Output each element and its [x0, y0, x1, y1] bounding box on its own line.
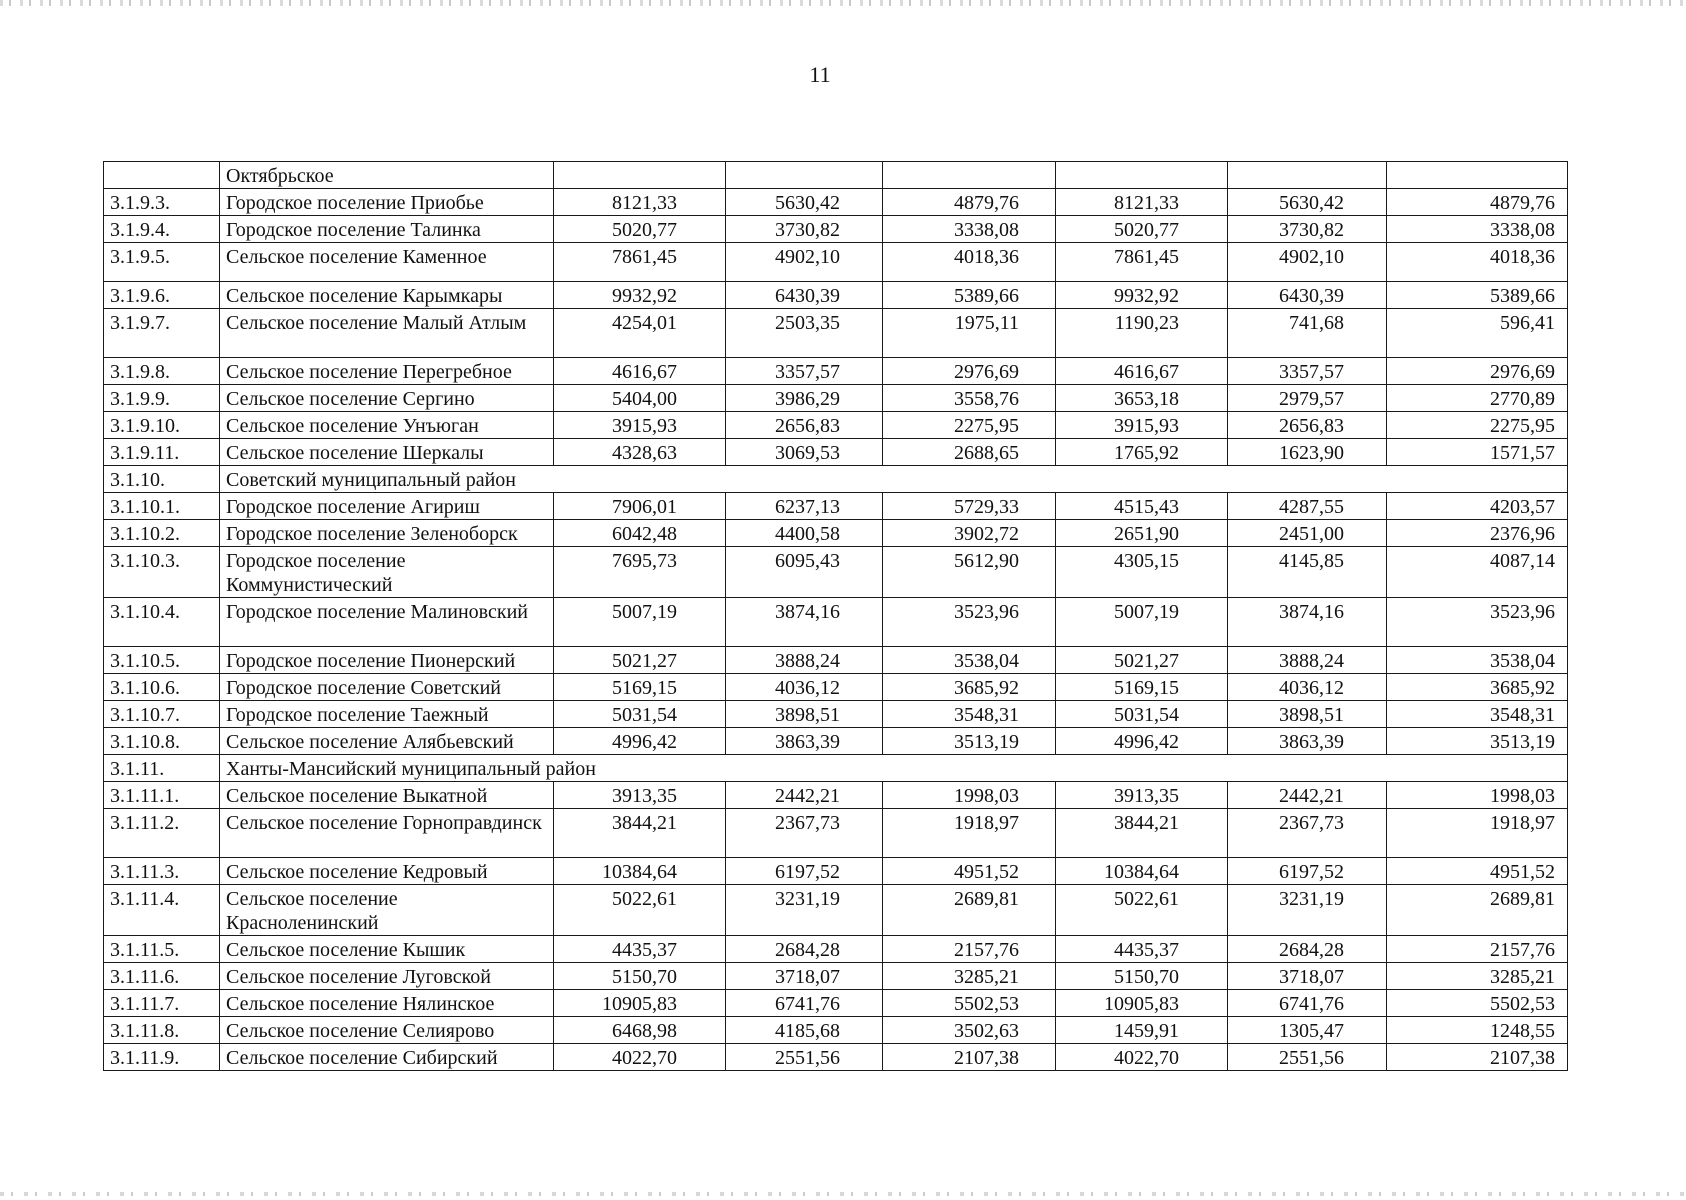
table-row — [104, 728, 1568, 755]
settlement-name: Городское поселение Малиновский — [220, 598, 554, 647]
settlement-name: Октябрьское — [220, 162, 554, 189]
value-cell-4: 5150,70 — [1056, 963, 1228, 990]
row-code: 3.1.10.4. — [104, 598, 220, 647]
value-cell-5: 1623,90 — [1228, 439, 1387, 466]
value-cell-5: 3874,16 — [1228, 598, 1387, 647]
table-row — [104, 885, 1568, 936]
value-cell-1: 4435,37 — [554, 936, 726, 963]
value-cell-3: 2107,38 — [883, 1044, 1056, 1071]
table-row — [104, 520, 1568, 547]
value-cell-1: 5150,70 — [554, 963, 726, 990]
settlement-name: Городское поселение Зеленоборск — [220, 520, 554, 547]
settlement-name: Городское поселение Агириш — [220, 493, 554, 520]
table-row — [104, 701, 1568, 728]
value-cell-6: 1571,57 — [1387, 439, 1568, 466]
value-cell-5 — [1228, 162, 1387, 189]
value-cell-5: 5630,42 — [1228, 189, 1387, 216]
value-cell-6: 4018,36 — [1387, 243, 1568, 282]
value-cell-2: 2551,56 — [726, 1044, 883, 1071]
table-row — [104, 1017, 1568, 1044]
table-row — [104, 243, 1568, 282]
value-cell-6: 1918,97 — [1387, 809, 1568, 858]
value-cell-6 — [1387, 162, 1568, 189]
value-cell-2: 4902,10 — [726, 243, 883, 282]
value-cell-4: 3653,18 — [1056, 385, 1228, 412]
value-cell-2: 4400,58 — [726, 520, 883, 547]
value-cell-6: 596,41 — [1387, 309, 1568, 358]
value-cell-2: 6197,52 — [726, 858, 883, 885]
value-cell-5: 2979,57 — [1228, 385, 1387, 412]
table-row — [104, 162, 1568, 189]
table-row — [104, 412, 1568, 439]
tariff-table — [103, 161, 1568, 1071]
value-cell-5: 3898,51 — [1228, 701, 1387, 728]
value-cell-3: 2976,69 — [883, 358, 1056, 385]
value-cell-5: 3888,24 — [1228, 647, 1387, 674]
value-cell-6: 3548,31 — [1387, 701, 1568, 728]
value-cell-6: 3513,19 — [1387, 728, 1568, 755]
table-row — [104, 309, 1568, 358]
value-cell-5: 3863,39 — [1228, 728, 1387, 755]
value-cell-5: 741,68 — [1228, 309, 1387, 358]
row-code: 3.1.9.11. — [104, 439, 220, 466]
settlement-name: Сельское поселение Перегребное — [220, 358, 554, 385]
table-row — [104, 282, 1568, 309]
value-cell-5: 2684,28 — [1228, 936, 1387, 963]
value-cell-5: 4287,55 — [1228, 493, 1387, 520]
settlement-name: Сельское поселение Малый Атлым — [220, 309, 554, 358]
value-cell-2: 2656,83 — [726, 412, 883, 439]
value-cell-1: 4022,70 — [554, 1044, 726, 1071]
value-cell-4: 4435,37 — [1056, 936, 1228, 963]
value-cell-5: 4902,10 — [1228, 243, 1387, 282]
value-cell-3: 5502,53 — [883, 990, 1056, 1017]
settlement-name: Городское поселение Пионерский — [220, 647, 554, 674]
row-code: 3.1.9.9. — [104, 385, 220, 412]
value-cell-3: 3548,31 — [883, 701, 1056, 728]
value-cell-1: 8121,33 — [554, 189, 726, 216]
value-cell-3: 2688,65 — [883, 439, 1056, 466]
value-cell-1: 5021,27 — [554, 647, 726, 674]
value-cell-5: 2367,73 — [1228, 809, 1387, 858]
value-cell-1: 5007,19 — [554, 598, 726, 647]
row-code: 3.1.11.8. — [104, 1017, 220, 1044]
row-code: 3.1.10.2. — [104, 520, 220, 547]
value-cell-4: 4515,43 — [1056, 493, 1228, 520]
value-cell-1: 3913,35 — [554, 782, 726, 809]
value-cell-4: 10384,64 — [1056, 858, 1228, 885]
value-cell-2: 4185,68 — [726, 1017, 883, 1044]
settlement-name: Сельское поселение Выкатной — [220, 782, 554, 809]
value-cell-1: 7906,01 — [554, 493, 726, 520]
table-row — [104, 598, 1568, 647]
row-code: 3.1.10.7. — [104, 701, 220, 728]
value-cell-5: 2442,21 — [1228, 782, 1387, 809]
value-cell-6: 3523,96 — [1387, 598, 1568, 647]
value-cell-5: 3231,19 — [1228, 885, 1387, 936]
value-cell-4: 1190,23 — [1056, 309, 1228, 358]
value-cell-2: 3863,39 — [726, 728, 883, 755]
value-cell-1: 5031,54 — [554, 701, 726, 728]
settlement-name: Городское поселение Талинка — [220, 216, 554, 243]
table-body — [104, 162, 1568, 1071]
settlement-name: Городское поселение Приобье — [220, 189, 554, 216]
value-cell-1 — [554, 162, 726, 189]
value-cell-5: 2451,00 — [1228, 520, 1387, 547]
value-cell-2: 2367,73 — [726, 809, 883, 858]
value-cell-2: 3357,57 — [726, 358, 883, 385]
row-code: 3.1.11.3. — [104, 858, 220, 885]
value-cell-1: 9932,92 — [554, 282, 726, 309]
row-code: 3.1.11.4. — [104, 885, 220, 936]
value-cell-4 — [1056, 162, 1228, 189]
value-cell-4: 5020,77 — [1056, 216, 1228, 243]
row-code: 3.1.9.10. — [104, 412, 220, 439]
value-cell-4: 8121,33 — [1056, 189, 1228, 216]
value-cell-2: 3888,24 — [726, 647, 883, 674]
value-cell-6: 3538,04 — [1387, 647, 1568, 674]
value-cell-6: 4951,52 — [1387, 858, 1568, 885]
row-code: 3.1.10.8. — [104, 728, 220, 755]
value-cell-1: 10905,83 — [554, 990, 726, 1017]
row-code — [104, 162, 220, 189]
settlement-name: Сельское поселение Сибирский — [220, 1044, 554, 1071]
row-code: 3.1.11.9. — [104, 1044, 220, 1071]
settlement-name: Сельское поселение Кышик — [220, 936, 554, 963]
value-cell-4: 2651,90 — [1056, 520, 1228, 547]
row-code: 3.1.11.7. — [104, 990, 220, 1017]
settlement-name: Сельское поселение Алябьевский — [220, 728, 554, 755]
row-code: 3.1.9.4. — [104, 216, 220, 243]
value-cell-3: 3523,96 — [883, 598, 1056, 647]
section-title: Советский муниципальный район — [220, 466, 1568, 493]
value-cell-2: 3898,51 — [726, 701, 883, 728]
value-cell-3: 1975,11 — [883, 309, 1056, 358]
value-cell-1: 4996,42 — [554, 728, 726, 755]
value-cell-1: 7695,73 — [554, 547, 726, 598]
settlement-name: Сельское поселение Сергино — [220, 385, 554, 412]
value-cell-3: 3338,08 — [883, 216, 1056, 243]
value-cell-3: 3285,21 — [883, 963, 1056, 990]
settlement-name: Сельское поселение Красноленинский — [220, 885, 554, 936]
row-code: 3.1.11.5. — [104, 936, 220, 963]
value-cell-1: 5020,77 — [554, 216, 726, 243]
section-title: Ханты-Мансийский муниципальный район — [220, 755, 1568, 782]
value-cell-3: 5729,33 — [883, 493, 1056, 520]
value-cell-6: 5502,53 — [1387, 990, 1568, 1017]
settlement-name: Сельское поселение Луговской — [220, 963, 554, 990]
value-cell-6: 1248,55 — [1387, 1017, 1568, 1044]
value-cell-6: 3338,08 — [1387, 216, 1568, 243]
value-cell-2: 3718,07 — [726, 963, 883, 990]
settlement-name: Сельское поселение Кедровый — [220, 858, 554, 885]
value-cell-5: 1305,47 — [1228, 1017, 1387, 1044]
row-code: 3.1.10.1. — [104, 493, 220, 520]
value-cell-4: 4305,15 — [1056, 547, 1228, 598]
value-cell-6: 2275,95 — [1387, 412, 1568, 439]
value-cell-4: 3915,93 — [1056, 412, 1228, 439]
value-cell-4: 4996,42 — [1056, 728, 1228, 755]
value-cell-4: 5021,27 — [1056, 647, 1228, 674]
value-cell-4: 3913,35 — [1056, 782, 1228, 809]
value-cell-5: 6741,76 — [1228, 990, 1387, 1017]
table-row — [104, 809, 1568, 858]
value-cell-6: 5389,66 — [1387, 282, 1568, 309]
value-cell-4: 7861,45 — [1056, 243, 1228, 282]
settlement-name: Городское поселение Коммунистический — [220, 547, 554, 598]
table-row — [104, 782, 1568, 809]
table-row — [104, 358, 1568, 385]
value-cell-3: 4879,76 — [883, 189, 1056, 216]
settlement-name: Сельское поселение Унъюган — [220, 412, 554, 439]
value-cell-6: 2157,76 — [1387, 936, 1568, 963]
page-number: 11 — [809, 62, 831, 87]
table-row — [104, 936, 1568, 963]
value-cell-3: 3685,92 — [883, 674, 1056, 701]
value-cell-3: 1998,03 — [883, 782, 1056, 809]
settlement-name: Сельское поселение Селиярово — [220, 1017, 554, 1044]
value-cell-5: 3357,57 — [1228, 358, 1387, 385]
table-row — [104, 963, 1568, 990]
table-row — [104, 858, 1568, 885]
value-cell-1: 4328,63 — [554, 439, 726, 466]
row-code: 3.1.11. — [104, 755, 220, 782]
row-code: 3.1.10.5. — [104, 647, 220, 674]
value-cell-6: 3285,21 — [1387, 963, 1568, 990]
value-cell-2: 2503,35 — [726, 309, 883, 358]
value-cell-3: 3502,63 — [883, 1017, 1056, 1044]
value-cell-2: 5630,42 — [726, 189, 883, 216]
value-cell-4: 5007,19 — [1056, 598, 1228, 647]
row-code: 3.1.10.6. — [104, 674, 220, 701]
value-cell-1: 6042,48 — [554, 520, 726, 547]
settlement-name: Сельское поселение Горноправдинск — [220, 809, 554, 858]
table-row — [104, 547, 1568, 598]
value-cell-3: 5612,90 — [883, 547, 1056, 598]
value-cell-5: 2656,83 — [1228, 412, 1387, 439]
value-cell-5: 6430,39 — [1228, 282, 1387, 309]
row-code: 3.1.11.1. — [104, 782, 220, 809]
table-row — [104, 674, 1568, 701]
row-code: 3.1.9.5. — [104, 243, 220, 282]
settlement-name: Сельское поселение Нялинское — [220, 990, 554, 1017]
value-cell-1: 5404,00 — [554, 385, 726, 412]
value-cell-1: 4254,01 — [554, 309, 726, 358]
table-row — [104, 439, 1568, 466]
value-cell-3: 2275,95 — [883, 412, 1056, 439]
row-code: 3.1.10. — [104, 466, 220, 493]
value-cell-6: 4087,14 — [1387, 547, 1568, 598]
value-cell-6: 3685,92 — [1387, 674, 1568, 701]
table-row — [104, 385, 1568, 412]
scan-edge-bottom — [0, 1192, 1686, 1196]
value-cell-3: 4018,36 — [883, 243, 1056, 282]
value-cell-4: 4616,67 — [1056, 358, 1228, 385]
value-cell-6: 1998,03 — [1387, 782, 1568, 809]
value-cell-2: 3986,29 — [726, 385, 883, 412]
row-code: 3.1.9.7. — [104, 309, 220, 358]
value-cell-1: 7861,45 — [554, 243, 726, 282]
table-row — [104, 990, 1568, 1017]
value-cell-1: 4616,67 — [554, 358, 726, 385]
value-cell-1: 10384,64 — [554, 858, 726, 885]
value-cell-1: 6468,98 — [554, 1017, 726, 1044]
table-row — [104, 493, 1568, 520]
value-cell-4: 1459,91 — [1056, 1017, 1228, 1044]
value-cell-6: 2976,69 — [1387, 358, 1568, 385]
value-cell-2: 2442,21 — [726, 782, 883, 809]
value-cell-2 — [726, 162, 883, 189]
value-cell-2: 6237,13 — [726, 493, 883, 520]
row-code: 3.1.11.2. — [104, 809, 220, 858]
section-row — [104, 466, 1568, 493]
value-cell-3: 3558,76 — [883, 385, 1056, 412]
value-cell-4: 5022,61 — [1056, 885, 1228, 936]
value-cell-4: 4022,70 — [1056, 1044, 1228, 1071]
value-cell-2: 4036,12 — [726, 674, 883, 701]
row-code: 3.1.9.8. — [104, 358, 220, 385]
row-code: 3.1.9.6. — [104, 282, 220, 309]
value-cell-2: 2684,28 — [726, 936, 883, 963]
value-cell-3: 3902,72 — [883, 520, 1056, 547]
settlement-name: Сельское поселение Каменное — [220, 243, 554, 282]
value-cell-4: 1765,92 — [1056, 439, 1228, 466]
value-cell-2: 3730,82 — [726, 216, 883, 243]
settlement-name: Городское поселение Советский — [220, 674, 554, 701]
value-cell-4: 5169,15 — [1056, 674, 1228, 701]
table-row — [104, 216, 1568, 243]
value-cell-4: 5031,54 — [1056, 701, 1228, 728]
value-cell-2: 6741,76 — [726, 990, 883, 1017]
value-cell-2: 6095,43 — [726, 547, 883, 598]
value-cell-6: 2689,81 — [1387, 885, 1568, 936]
value-cell-2: 3231,19 — [726, 885, 883, 936]
value-cell-6: 4879,76 — [1387, 189, 1568, 216]
scan-edge-top — [0, 0, 1686, 6]
value-cell-5: 3730,82 — [1228, 216, 1387, 243]
value-cell-5: 6197,52 — [1228, 858, 1387, 885]
table-row — [104, 1044, 1568, 1071]
value-cell-3: 1918,97 — [883, 809, 1056, 858]
value-cell-2: 3874,16 — [726, 598, 883, 647]
value-cell-5: 4145,85 — [1228, 547, 1387, 598]
value-cell-3: 3538,04 — [883, 647, 1056, 674]
settlement-name: Городское поселение Таежный — [220, 701, 554, 728]
value-cell-4: 9932,92 — [1056, 282, 1228, 309]
row-code: 3.1.9.3. — [104, 189, 220, 216]
value-cell-3: 3513,19 — [883, 728, 1056, 755]
value-cell-2: 6430,39 — [726, 282, 883, 309]
value-cell-5: 3718,07 — [1228, 963, 1387, 990]
value-cell-1: 3844,21 — [554, 809, 726, 858]
value-cell-1: 5022,61 — [554, 885, 726, 936]
table-row — [104, 647, 1568, 674]
row-code: 3.1.11.6. — [104, 963, 220, 990]
table-row — [104, 189, 1568, 216]
value-cell-1: 3915,93 — [554, 412, 726, 439]
value-cell-6: 2376,96 — [1387, 520, 1568, 547]
value-cell-3: 2157,76 — [883, 936, 1056, 963]
settlement-name: Сельское поселение Карымкары — [220, 282, 554, 309]
value-cell-5: 4036,12 — [1228, 674, 1387, 701]
value-cell-4: 3844,21 — [1056, 809, 1228, 858]
row-code: 3.1.10.3. — [104, 547, 220, 598]
value-cell-3: 5389,66 — [883, 282, 1056, 309]
value-cell-5: 2551,56 — [1228, 1044, 1387, 1071]
settlement-name: Сельское поселение Шеркалы — [220, 439, 554, 466]
value-cell-6: 4203,57 — [1387, 493, 1568, 520]
value-cell-2: 3069,53 — [726, 439, 883, 466]
value-cell-6: 2107,38 — [1387, 1044, 1568, 1071]
value-cell-3: 4951,52 — [883, 858, 1056, 885]
value-cell-3: 2689,81 — [883, 885, 1056, 936]
section-row — [104, 755, 1568, 782]
value-cell-1: 5169,15 — [554, 674, 726, 701]
value-cell-6: 2770,89 — [1387, 385, 1568, 412]
value-cell-4: 10905,83 — [1056, 990, 1228, 1017]
value-cell-3 — [883, 162, 1056, 189]
